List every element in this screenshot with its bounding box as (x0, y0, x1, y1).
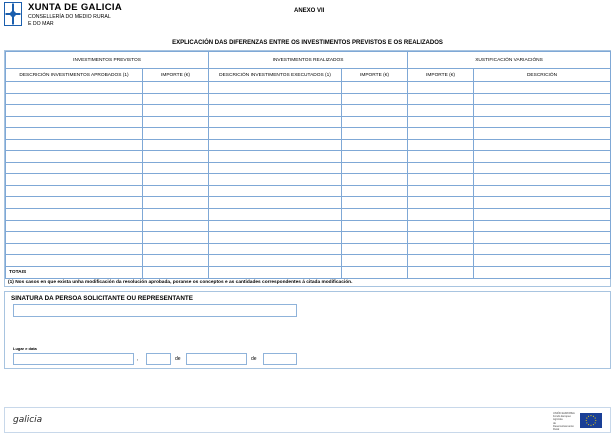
table-cell[interactable] (342, 128, 408, 140)
table-row (6, 128, 611, 140)
place-date-label: Lugar e data (13, 346, 37, 351)
table-cell[interactable] (209, 220, 342, 232)
table-cell[interactable] (6, 185, 143, 197)
table-cell[interactable] (408, 255, 474, 267)
table-cell[interactable] (143, 243, 209, 255)
column-header-executed-amount: IMPORTE (€) (342, 69, 408, 82)
table-cell[interactable] (209, 139, 342, 151)
table-cell[interactable] (209, 105, 342, 117)
table-cell[interactable] (342, 174, 408, 186)
table-cell[interactable] (474, 82, 611, 94)
table-cell[interactable] (474, 128, 611, 140)
table-cell[interactable] (6, 82, 143, 94)
table-row (6, 82, 611, 94)
eu-star-icon (586, 422, 587, 423)
table-cell[interactable] (342, 220, 408, 232)
table-cell[interactable] (209, 255, 342, 267)
table-cell[interactable] (474, 105, 611, 117)
table-row (6, 174, 611, 186)
comma-separator: , (137, 356, 139, 362)
table-cell[interactable] (143, 232, 209, 244)
column-header-variation-amount: IMPORTE (€) (408, 69, 474, 82)
table-cell[interactable] (6, 162, 143, 174)
table-cell[interactable] (342, 139, 408, 151)
brand-name: XUNTA DE GALICIA (28, 2, 122, 13)
table-cell[interactable] (209, 128, 342, 140)
footnote: (1) Nos casos en que exista unha modificación da resolución aprobada, poranse os conceptos e as cantidades correspondentes á citada modificación. (8, 280, 353, 285)
table-cell[interactable] (408, 209, 474, 221)
table-cell[interactable] (408, 128, 474, 140)
table-cell[interactable] (143, 174, 209, 186)
table-cell[interactable] (342, 93, 408, 105)
totals-label: TOTAIS (6, 266, 143, 278)
table-cell[interactable] (474, 255, 611, 267)
table-cell[interactable] (6, 151, 143, 163)
table-cell[interactable] (209, 174, 342, 186)
day-field[interactable] (146, 353, 171, 365)
table-cell[interactable] (209, 93, 342, 105)
table-cell[interactable] (342, 151, 408, 163)
eu-star-icon (593, 424, 594, 425)
table-row (6, 162, 611, 174)
table-cell[interactable] (342, 185, 408, 197)
table-cell[interactable] (6, 139, 143, 151)
table-row (6, 116, 611, 128)
table-cell[interactable] (209, 243, 342, 255)
table-cell[interactable] (408, 174, 474, 186)
table-cell[interactable] (342, 82, 408, 94)
group-header-justification: XUSTIFICACIÓN VARIACIÓNS (408, 52, 611, 69)
table-cell[interactable] (408, 93, 474, 105)
table-cell[interactable] (342, 105, 408, 117)
eu-star-icon (593, 416, 594, 417)
table-cell[interactable] (342, 255, 408, 267)
table-row (6, 209, 611, 221)
eu-flag-icon (580, 413, 602, 428)
table-cell[interactable] (143, 162, 209, 174)
table-cell[interactable] (6, 255, 143, 267)
table-cell[interactable] (474, 197, 611, 209)
group-header-executed: INVESTIMENTOS REALIZADOS (209, 52, 408, 69)
table-cell[interactable] (143, 128, 209, 140)
table-cell[interactable] (342, 116, 408, 128)
eu-fund-text (553, 412, 577, 431)
page-header (4, 2, 611, 30)
month-field[interactable] (186, 353, 247, 365)
table-cell[interactable] (474, 232, 611, 244)
annex-label: ANEXO VII (294, 8, 325, 14)
table-cell[interactable] (474, 220, 611, 232)
table-cell[interactable] (408, 139, 474, 151)
eu-star-icon (590, 425, 591, 426)
place-field[interactable] (13, 353, 134, 365)
table-cell[interactable] (6, 209, 143, 221)
table-cell[interactable] (408, 243, 474, 255)
table-cell[interactable] (6, 105, 143, 117)
table-row (6, 255, 611, 267)
xunta-logo-icon (4, 2, 22, 26)
table-cell[interactable] (474, 162, 611, 174)
table-cell[interactable] (408, 185, 474, 197)
table-cell[interactable] (143, 139, 209, 151)
table-row (6, 151, 611, 163)
table-row (6, 185, 611, 197)
eu-line-1: UNIÓN EUROPEA (553, 412, 575, 415)
department-line-2: E DO MAR (28, 21, 54, 27)
year-field[interactable] (263, 353, 297, 365)
eu-star-icon (595, 422, 596, 423)
table-cell[interactable] (474, 151, 611, 163)
table-cell[interactable] (143, 105, 209, 117)
table-cell[interactable] (209, 197, 342, 209)
de-label-2: de (251, 356, 257, 362)
table-cell[interactable] (143, 255, 209, 267)
table-cell[interactable] (342, 197, 408, 209)
table-cell[interactable] (143, 209, 209, 221)
table-row (6, 220, 611, 232)
table-cell[interactable] (474, 185, 611, 197)
table-cell[interactable] (474, 93, 611, 105)
table-cell[interactable] (408, 232, 474, 244)
total-planned-amount-cell[interactable] (143, 266, 209, 278)
table-cell[interactable] (408, 105, 474, 117)
table-cell[interactable] (143, 185, 209, 197)
group-header-planned: INVESTIMENTOS PREVISTOS (6, 52, 209, 69)
table-cell[interactable] (209, 151, 342, 163)
table-cell[interactable] (474, 174, 611, 186)
table-cell[interactable] (408, 197, 474, 209)
eu-star-icon (588, 424, 589, 425)
eu-star-icon (590, 415, 591, 416)
table-cell[interactable] (6, 128, 143, 140)
page-footer (4, 407, 611, 433)
total-executed-amount-cell[interactable] (342, 266, 408, 278)
table-cell[interactable] (209, 185, 342, 197)
table-cell[interactable] (143, 82, 209, 94)
table-cell[interactable] (342, 209, 408, 221)
table-cell[interactable] (474, 243, 611, 255)
signature-title: SINATURA DA PERSOA SOLICITANTE OU REPRESENTANTE (11, 295, 193, 302)
table-row (6, 232, 611, 244)
table-cell[interactable] (408, 116, 474, 128)
table-cell[interactable] (143, 151, 209, 163)
table-cell[interactable] (209, 82, 342, 94)
table-cell[interactable] (143, 197, 209, 209)
table-cell[interactable] (408, 162, 474, 174)
table-cell[interactable] (6, 220, 143, 232)
column-header-executed-description: DESCRICIÓN INVESTIMENTOS EXECUTADOS (1) (209, 69, 342, 82)
table-cell[interactable] (6, 93, 143, 105)
table-cell[interactable] (408, 220, 474, 232)
table-row (6, 105, 611, 117)
table-cell[interactable] (474, 139, 611, 151)
signature-field[interactable] (13, 304, 297, 317)
table-cell[interactable] (474, 116, 611, 128)
total-variation-amount-cell[interactable] (408, 266, 474, 278)
column-header-approved-description: DESCRICIÓN INVESTIMENTOS APROBADOS (1) (6, 69, 143, 82)
table-cell[interactable] (209, 232, 342, 244)
totals-spacer-cell (209, 266, 342, 278)
table-cell[interactable] (408, 151, 474, 163)
table-cell[interactable] (6, 116, 143, 128)
table-row (6, 197, 611, 209)
table-cell[interactable] (6, 232, 143, 244)
table-cell[interactable] (408, 82, 474, 94)
table-cell[interactable] (209, 116, 342, 128)
table-cell[interactable] (209, 162, 342, 174)
eu-line-2: Fondo Europeo Agrícola (553, 415, 571, 422)
column-header-variation-description: DESCRICIÓN (474, 69, 611, 82)
table-row (6, 243, 611, 255)
table-cell[interactable] (342, 162, 408, 174)
eu-line-3: de Desenvolvemento Rural (553, 421, 574, 432)
table-cell[interactable] (474, 209, 611, 221)
eu-star-icon (588, 416, 589, 417)
investments-table (5, 51, 611, 279)
table-cell[interactable] (342, 243, 408, 255)
table-cell[interactable] (6, 174, 143, 186)
investments-table-container (4, 50, 611, 287)
signature-section (4, 291, 611, 369)
table-cell[interactable] (342, 232, 408, 244)
table-row (6, 139, 611, 151)
de-label-1: de (175, 356, 181, 362)
table-cell[interactable] (143, 93, 209, 105)
galicia-logo: galicia (13, 415, 43, 425)
table-cell[interactable] (6, 243, 143, 255)
totals-empty-cell (474, 266, 611, 278)
column-header-planned-amount: IMPORTE (€) (143, 69, 209, 82)
table-cell[interactable] (143, 116, 209, 128)
table-cell[interactable] (143, 220, 209, 232)
brand-block (28, 2, 122, 27)
department-line-1: CONSELLERÍA DO MEDIO RURAL (28, 14, 111, 20)
table-row (6, 93, 611, 105)
page-title: EXPLICACIÓN DAS DIFERENZAS ENTRE OS INVESTIMENTOS PREVISTOS E OS REALIZADOS (172, 40, 443, 46)
table-cell[interactable] (6, 197, 143, 209)
eu-star-icon (595, 420, 596, 421)
eu-star-icon (586, 418, 587, 419)
eu-star-icon (586, 420, 587, 421)
eu-star-icon (595, 418, 596, 419)
table-cell[interactable] (209, 209, 342, 221)
